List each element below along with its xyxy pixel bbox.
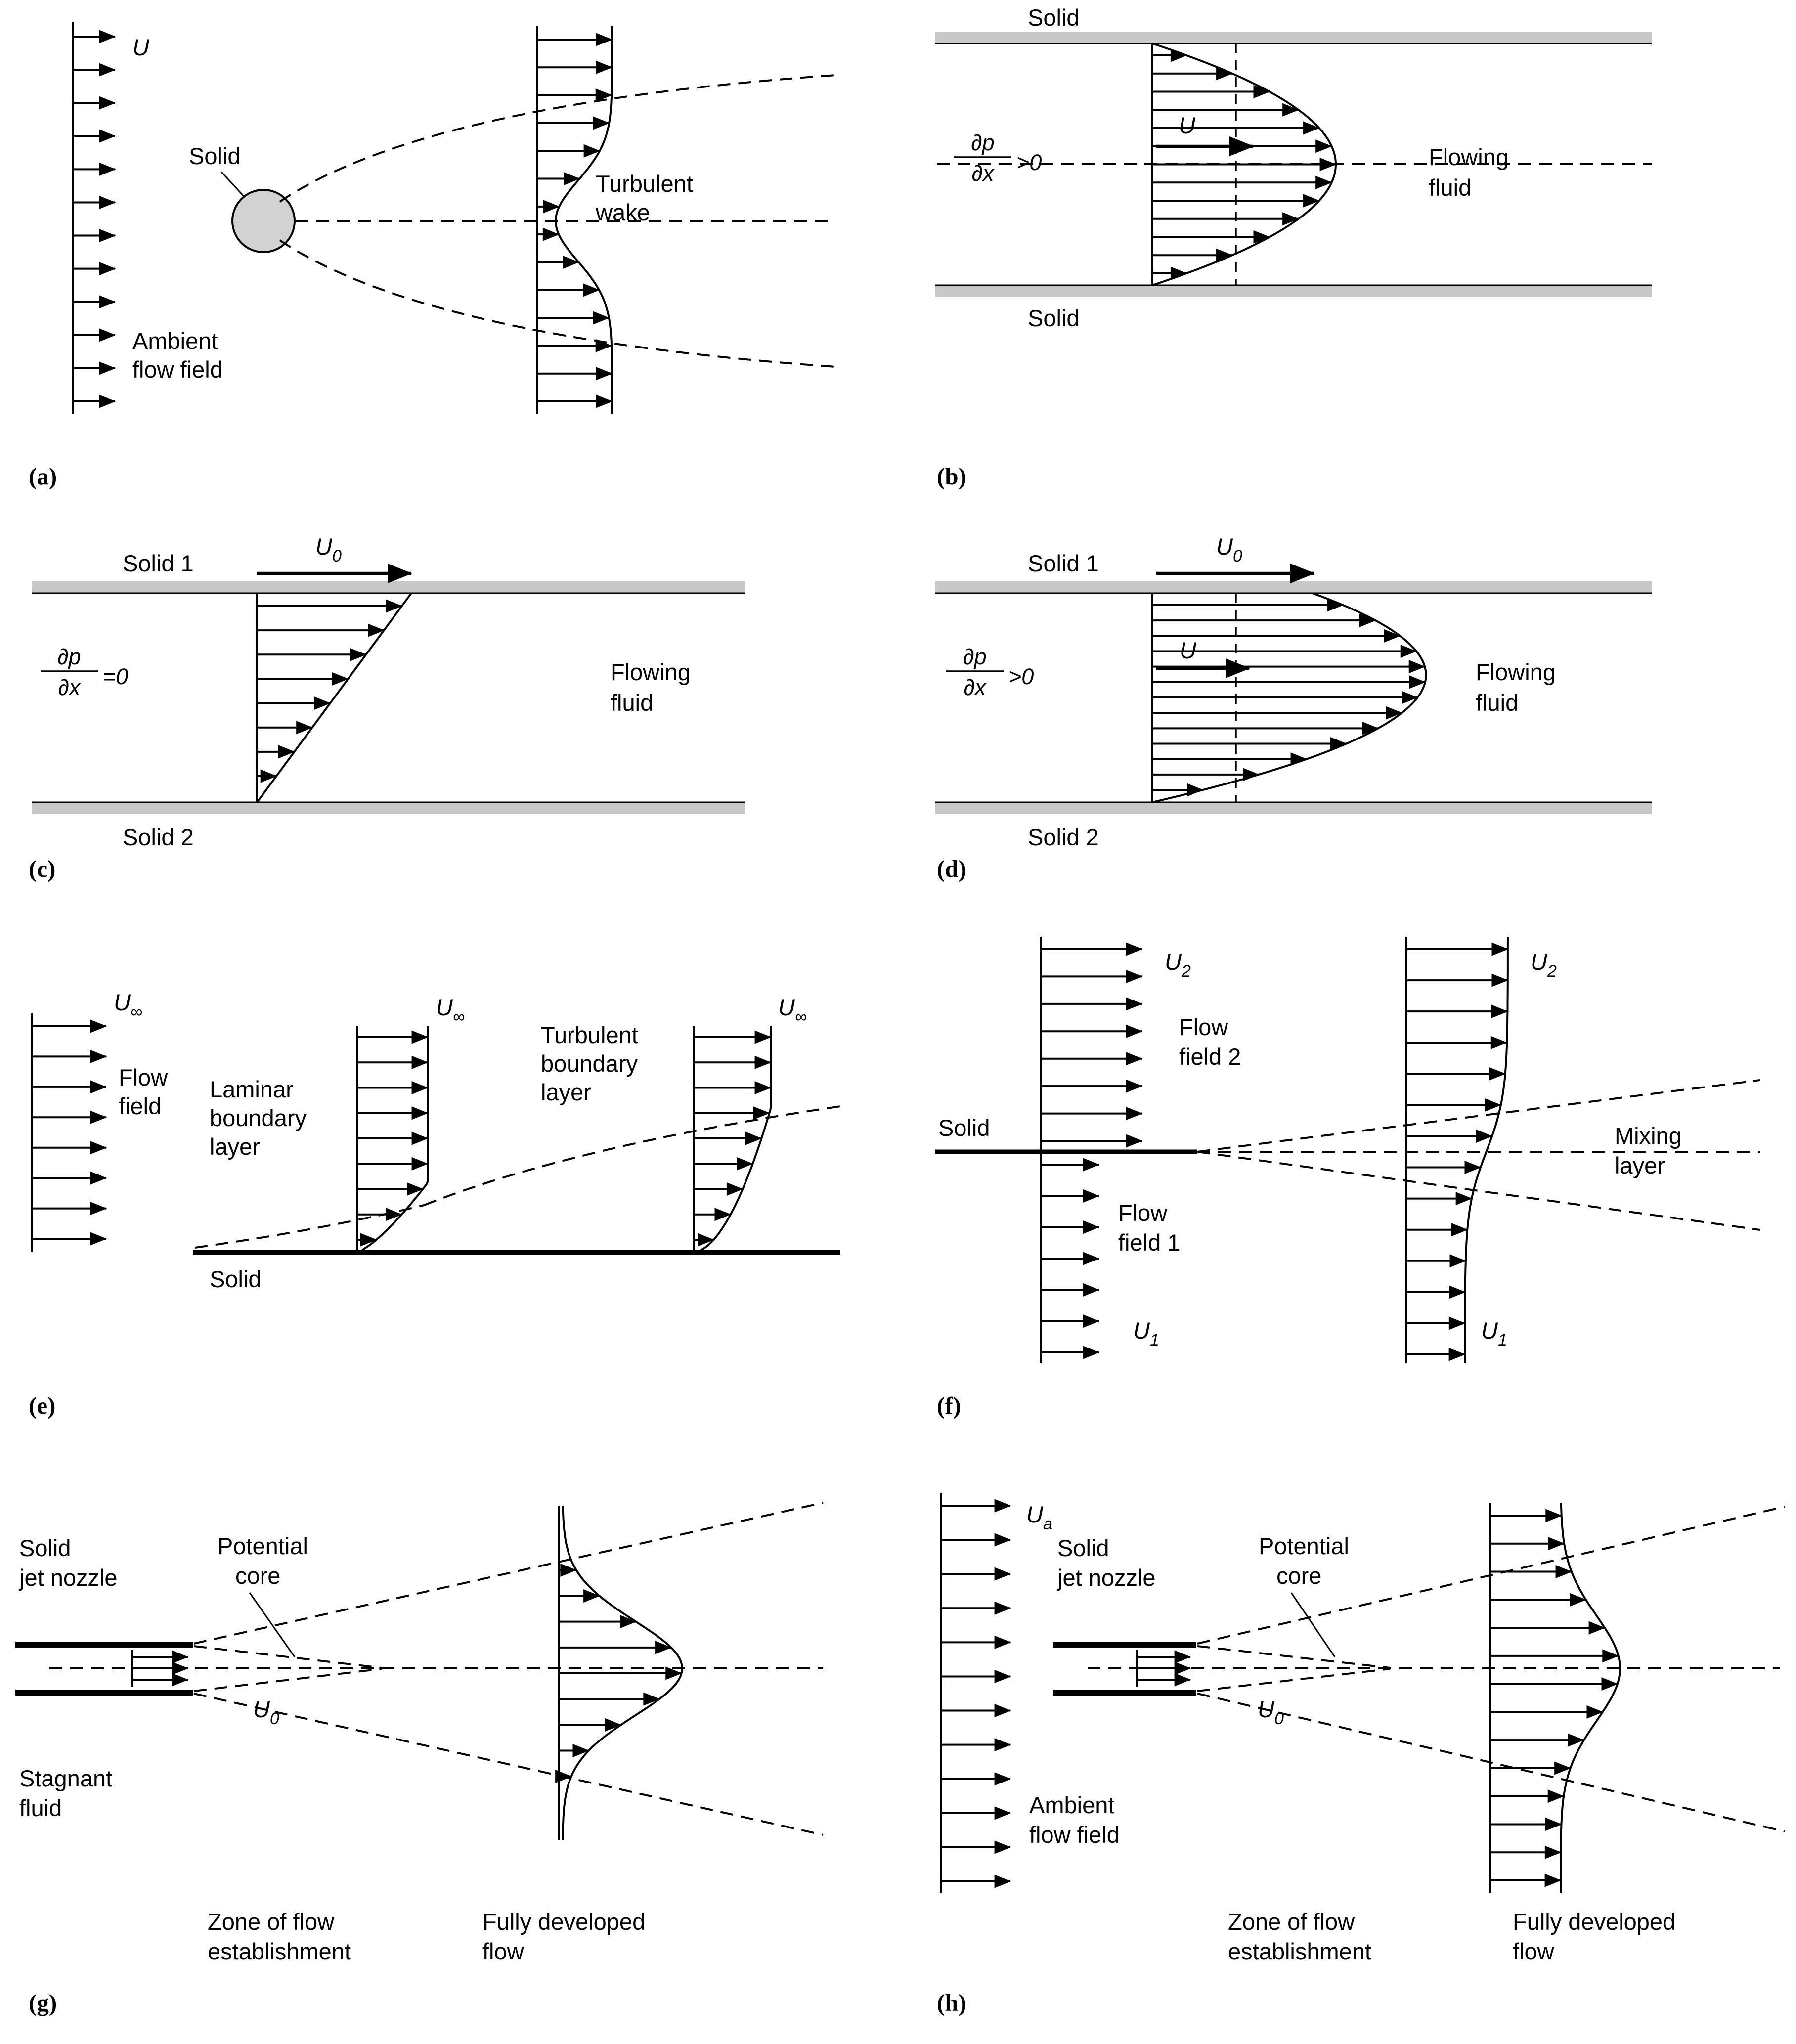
panel-f-letter: (f) — [937, 1392, 961, 1419]
zone-establishment-label-line2: establishment — [208, 1938, 351, 1964]
pressure-gradient-condition: >0 — [1008, 664, 1034, 689]
turbulent-bl-label-line1: Turbulent — [541, 1022, 638, 1048]
stagnant-fluid-label-line1: Stagnant — [19, 1765, 113, 1791]
flowing-fluid-label-line1: Flowing — [611, 659, 691, 685]
panel-e — [29, 989, 840, 1419]
mean-velocity-label: U — [1180, 637, 1196, 663]
panel-d-letter: (d) — [937, 855, 966, 882]
nozzle-label-line2: jet nozzle — [1057, 1565, 1156, 1591]
panel-g-graphics — [15, 1503, 823, 1840]
flow-field2-label-line2: field 2 — [1179, 1044, 1241, 1070]
nozzle-label-line2: jet nozzle — [19, 1565, 118, 1591]
wall-velocity-subscript: 0 — [332, 547, 342, 565]
solid-wall — [935, 285, 1652, 297]
pressure-gradient-condition: =0 — [103, 664, 129, 689]
panel-e-graphics — [32, 1013, 840, 1252]
laminar-bl-label-line3: layer — [210, 1133, 260, 1160]
moving-wall-label: Solid 1 — [1028, 550, 1099, 576]
stagnant-fluid-label-line2: fluid — [19, 1795, 62, 1821]
mixing-layer-label-line2: layer — [1615, 1152, 1665, 1178]
linear-profile-line — [257, 593, 411, 802]
developed-flow-label-line2: flow — [1513, 1938, 1554, 1964]
upper-velocity-label-left: U — [1165, 949, 1182, 975]
flow-field1-label-line2: field 1 — [1118, 1229, 1181, 1256]
solid-wall — [935, 581, 1652, 593]
flow-field1-label-line1: Flow — [1118, 1200, 1168, 1226]
laminar-bl-label-line2: boundary — [210, 1105, 307, 1131]
dashed-curve — [424, 1106, 840, 1205]
splitter-plate-label: Solid — [938, 1115, 990, 1141]
leader-line — [1291, 1593, 1335, 1657]
upper-velocity-label-right: U — [1531, 949, 1547, 975]
flowing-fluid-label-line1: Flowing — [1429, 144, 1509, 170]
pressure-gradient-denominator: ∂x — [971, 161, 994, 186]
turbulent-wake-label-line2: wake — [596, 199, 650, 225]
lower-velocity-label-left: U — [1133, 1317, 1150, 1344]
potential-core-label-line2: core — [235, 1563, 281, 1589]
jet-exit-velocity-subscript: 0 — [270, 1709, 279, 1728]
laminar-bl-label-line1: Laminar — [210, 1076, 294, 1102]
panel-f-graphics — [935, 937, 1760, 1363]
potential-core-label-line1: Potential — [1259, 1533, 1349, 1559]
panel-h — [937, 1493, 1785, 2016]
panel-f — [935, 937, 1760, 1419]
dashed-curve — [280, 240, 835, 367]
dashed-curve — [280, 75, 835, 202]
jet-boundary — [194, 1694, 823, 1835]
flow-field-label-line2: field — [119, 1093, 162, 1119]
solid-wall — [32, 581, 745, 593]
pressure-gradient-numerator: ∂p — [971, 130, 995, 155]
turbulent-bl-label-line2: boundary — [541, 1050, 638, 1077]
panel-a-letter: (a) — [29, 463, 57, 490]
pressure-gradient-denominator: ∂x — [58, 675, 81, 700]
potential-core-label-line2: core — [1276, 1563, 1322, 1589]
jet-boundary — [194, 1503, 823, 1644]
flow-field2-label-line1: Flow — [1179, 1014, 1228, 1040]
flow-field-label-line1: Flow — [119, 1064, 168, 1090]
flowing-fluid-label-line1: Flowing — [1476, 659, 1556, 685]
wall-velocity-label: U — [1216, 533, 1233, 560]
pressure-gradient-condition: >0 — [1016, 150, 1042, 175]
ambient-flow-label-line2: flow field — [1029, 1822, 1120, 1848]
zone-establishment-label-line1: Zone of flow — [208, 1909, 335, 1935]
panel-g-letter: (g) — [29, 1989, 57, 2016]
solid-plate-label: Solid — [210, 1266, 262, 1292]
pressure-gradient-numerator: ∂p — [963, 644, 987, 669]
freestream-velocity-label: U — [132, 34, 149, 60]
panel-b-graphics — [935, 32, 1652, 297]
zone-establishment-label-line2: establishment — [1228, 1938, 1371, 1964]
panel-d — [935, 533, 1652, 882]
freestream-velocity-subscript-3: ∞ — [795, 1007, 807, 1026]
flowing-fluid-label-line2: fluid — [1476, 690, 1519, 716]
jet-exit-velocity-label: U — [1258, 1696, 1274, 1722]
ambient-velocity-subscript: a — [1043, 1515, 1052, 1533]
nozzle-label-line1: Solid — [1057, 1535, 1109, 1561]
panel-a — [29, 22, 835, 490]
flowing-fluid-label-line2: fluid — [611, 690, 654, 716]
zone-establishment-label-line1: Zone of flow — [1228, 1909, 1355, 1935]
ambient-flow-label-line1: Ambient — [1029, 1792, 1115, 1818]
developed-flow-label-line1: Fully developed — [482, 1909, 646, 1935]
pressure-gradient-denominator: ∂x — [964, 675, 986, 700]
potential-core-label-line1: Potential — [218, 1533, 308, 1559]
profile-curve — [1561, 1503, 1620, 1893]
leader-line — [250, 1593, 295, 1657]
panel-b-letter: (b) — [937, 463, 966, 490]
potential-core-edge — [194, 1669, 382, 1691]
fixed-wall-label: Solid 2 — [123, 824, 194, 850]
potential-core-edge — [1197, 1669, 1390, 1691]
ambient-flow-label-line2: flow field — [132, 356, 223, 383]
developed-flow-label-line2: flow — [482, 1938, 524, 1964]
top-wall-label: Solid — [1028, 4, 1080, 31]
panel-h-letter: (h) — [937, 1989, 966, 2016]
panel-d-graphics — [935, 573, 1652, 814]
panel-b — [935, 4, 1652, 490]
panel-e-letter: (e) — [29, 1392, 56, 1419]
flowing-fluid-label-line2: fluid — [1429, 174, 1472, 201]
freestream-velocity-subscript-1: ∞ — [131, 1002, 143, 1021]
panel-g — [15, 1503, 823, 2016]
fixed-wall-label: Solid 2 — [1028, 824, 1099, 850]
wall-velocity-label: U — [315, 533, 332, 560]
solid-cylinder-label: Solid — [189, 143, 241, 169]
panel-c-letter: (c) — [29, 855, 56, 882]
potential-core-edge — [1197, 1646, 1390, 1668]
mean-velocity-label: U — [1179, 112, 1195, 138]
freestream-velocity-label-2: U — [436, 994, 453, 1020]
lower-velocity-subscript-left: 1 — [1150, 1331, 1159, 1349]
mixing-lower-edge — [1197, 1152, 1760, 1230]
panel-a-graphics — [73, 22, 835, 414]
solid-wall — [935, 32, 1652, 43]
ambient-velocity-label: U — [1026, 1501, 1043, 1527]
nozzle-label-line1: Solid — [19, 1535, 71, 1561]
turbulent-wake-label-line1: Turbulent — [596, 171, 693, 197]
solid-wall — [935, 802, 1652, 814]
freestream-velocity-label-1: U — [114, 989, 131, 1015]
potential-core-edge — [194, 1646, 382, 1668]
jet-exit-velocity-subscript: 0 — [1274, 1709, 1284, 1728]
ambient-flow-label-line1: Ambient — [132, 328, 218, 354]
upper-velocity-subscript-left: 2 — [1182, 962, 1191, 981]
upper-velocity-subscript-right: 2 — [1547, 962, 1557, 981]
developed-flow-label-line1: Fully developed — [1513, 1909, 1676, 1935]
wall-velocity-subscript: 0 — [1233, 547, 1242, 565]
jet-exit-velocity-label: U — [253, 1696, 270, 1722]
mixing-layer-label-line1: Mixing — [1615, 1123, 1682, 1149]
freestream-velocity-label-3: U — [778, 994, 795, 1020]
profile-curve — [1465, 937, 1508, 1363]
freestream-velocity-subscript-2: ∞ — [453, 1007, 465, 1026]
panel-c — [29, 533, 745, 882]
turbulent-bl-label-line3: layer — [541, 1079, 591, 1105]
lower-velocity-label-right: U — [1481, 1317, 1498, 1344]
solid-wall — [32, 802, 745, 814]
moving-wall-label: Solid 1 — [123, 550, 194, 576]
pressure-gradient-numerator: ∂p — [57, 644, 81, 669]
bottom-wall-label: Solid — [1028, 305, 1080, 331]
lower-velocity-subscript-right: 1 — [1498, 1331, 1507, 1349]
leader-line — [221, 172, 245, 197]
